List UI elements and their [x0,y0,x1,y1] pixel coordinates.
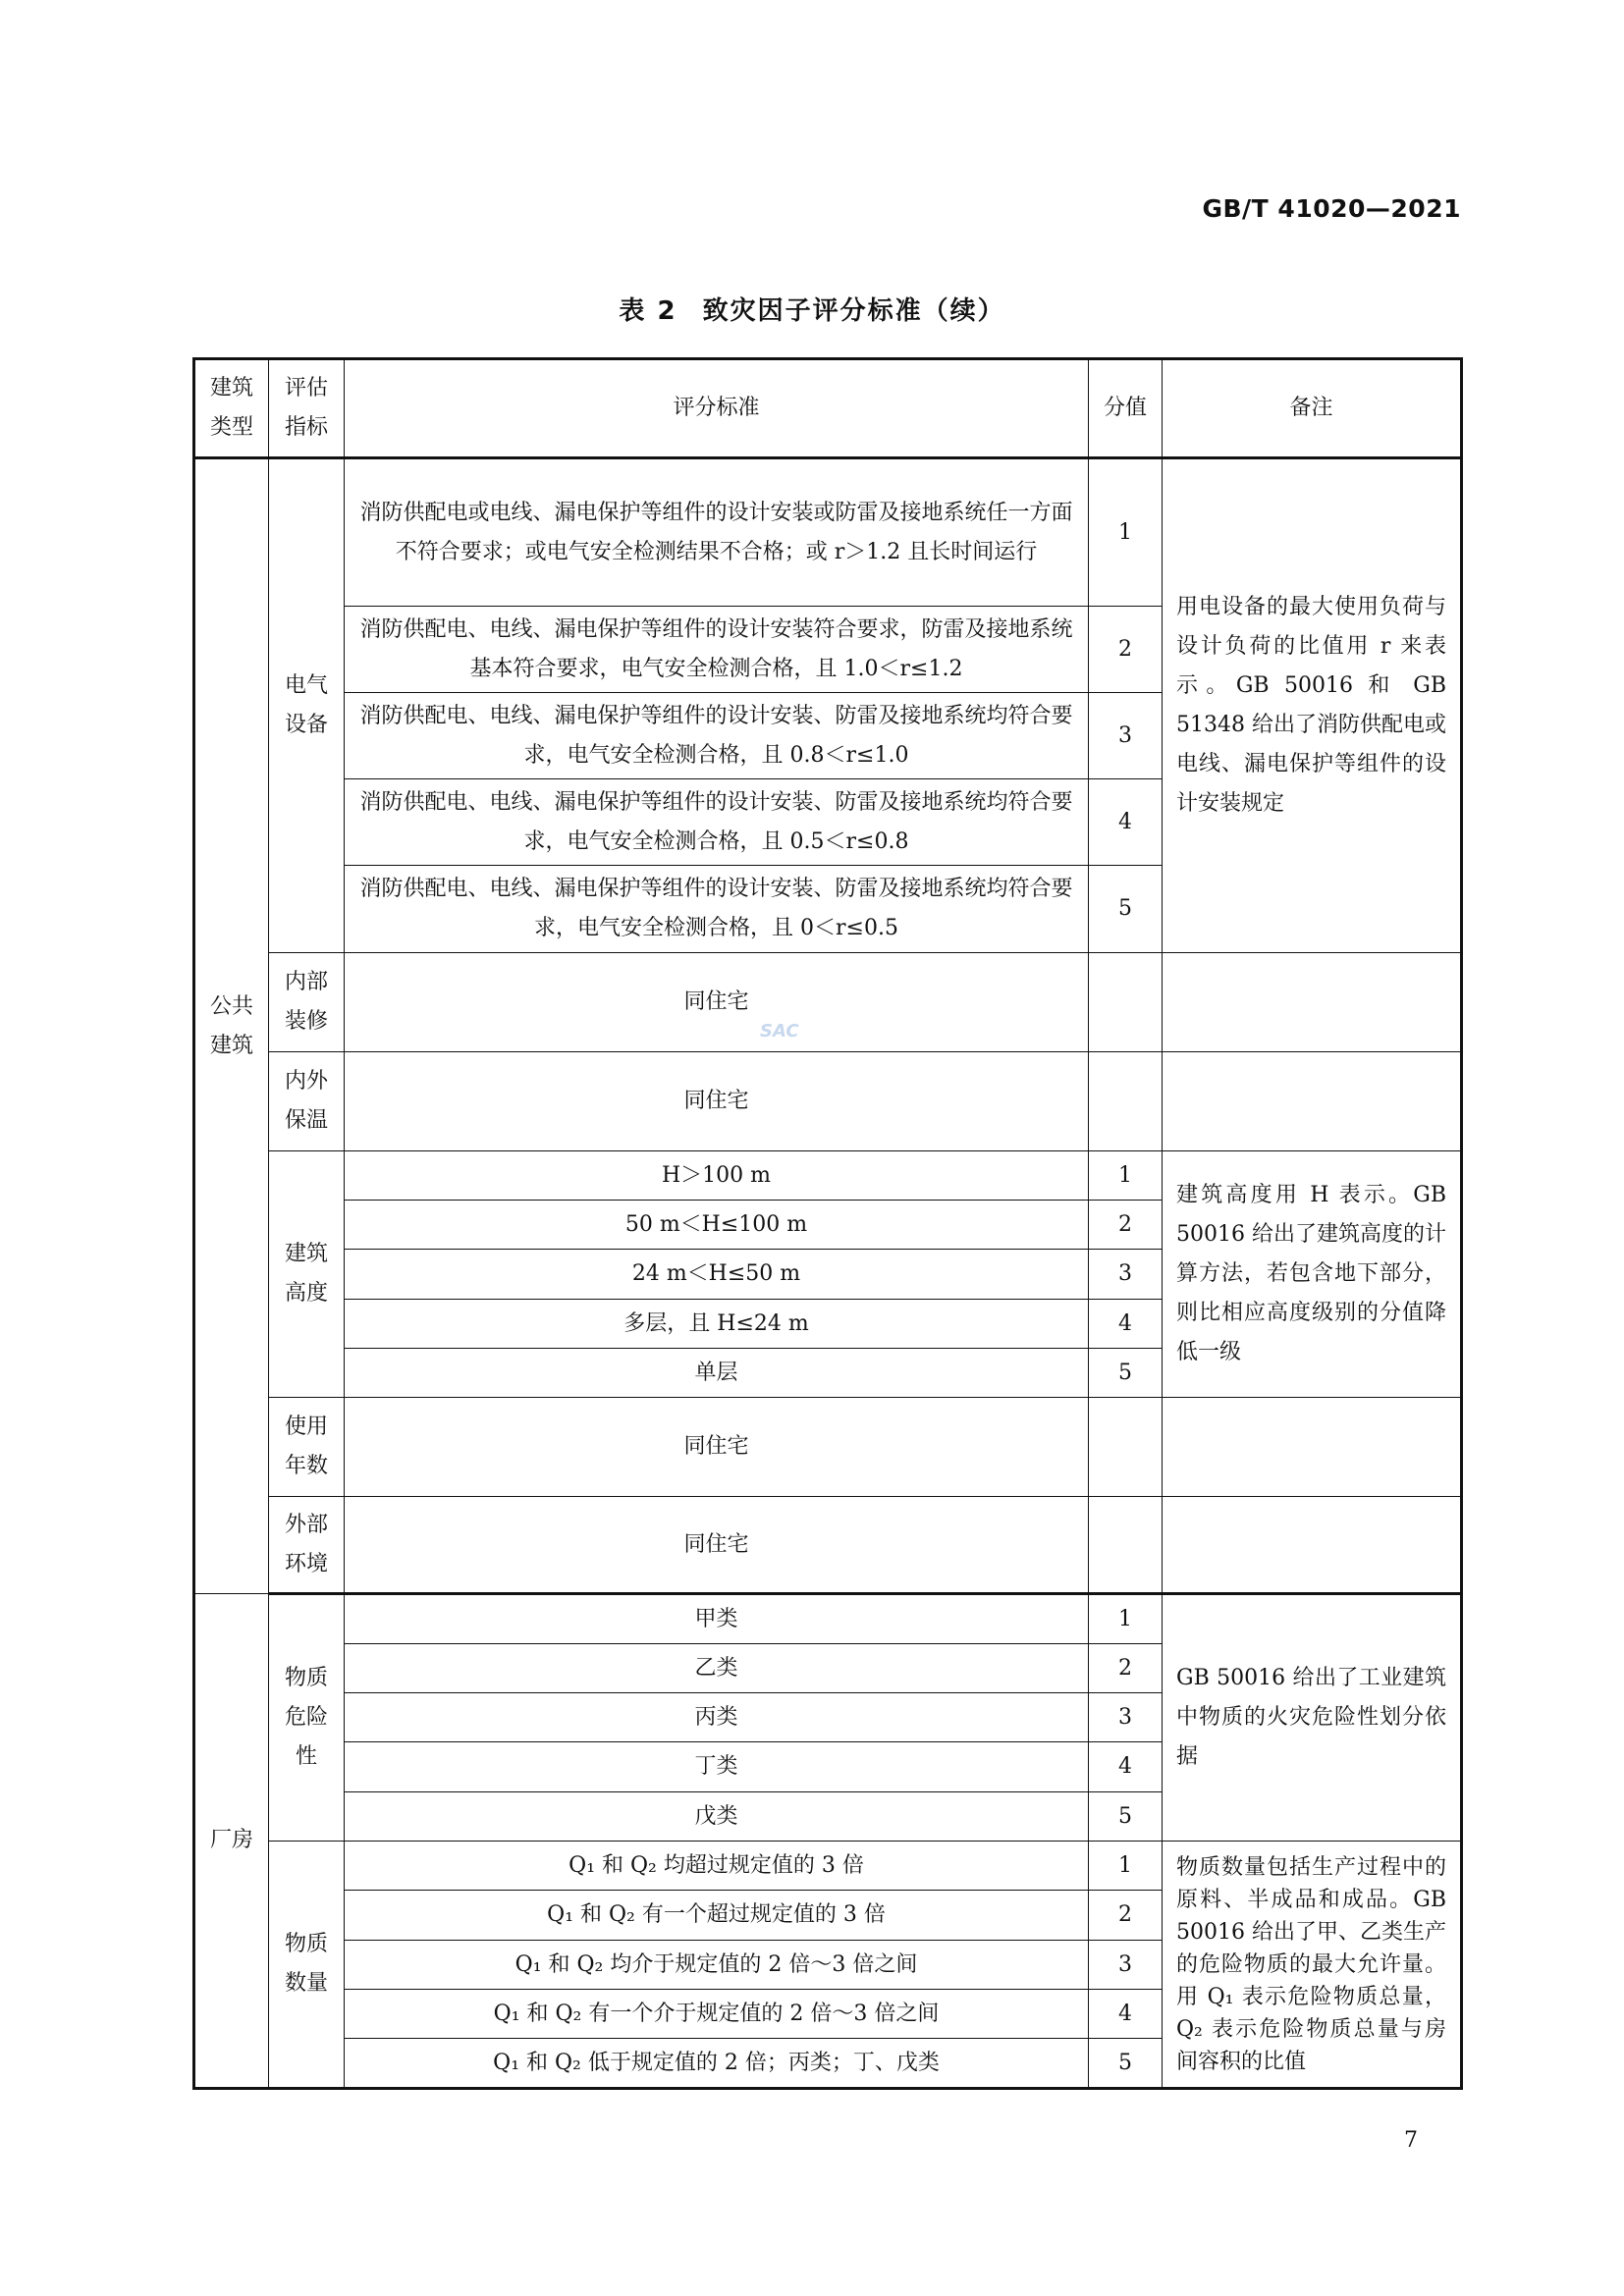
criteria-cell: 消防供配电、电线、漏电保护等组件的设计安装、防雷及接地系统均符合要求，电气安全检测合格，且 0＜r≤0.5 [345,866,1089,953]
score-cell: 5 [1089,866,1163,953]
score-cell [1089,1052,1163,1151]
hazard-factor-score-table [192,357,1463,2090]
criteria-cell: 甲类 [345,1594,1089,1644]
table-row [194,458,1462,607]
indicator-height: 建筑 高度 [269,1151,345,1398]
criteria-cell: Q₁ 和 Q₂ 有一个超过规定值的 3 倍 [345,1891,1089,1941]
col-header-indicator: 评估 指标 [269,359,345,458]
score-cell: 2 [1089,1644,1163,1693]
standard-code: GB/T 41020—2021 [1202,194,1461,223]
table-header-row [194,359,1462,458]
indicator-hazard: 物质 危险 性 [269,1594,345,1842]
score-cell: 3 [1089,1941,1163,1990]
col-header-building-type: 建筑 类型 [194,359,269,458]
table-title [0,291,1624,327]
page-number: 7 [1404,2128,1418,2153]
criteria-cell: 戊类 [345,1792,1089,1842]
note-cell [1163,1398,1462,1497]
score-cell: 2 [1089,1891,1163,1941]
table-row [194,1842,1462,1891]
table-row [194,1151,1462,1201]
indicator-quantity: 物质 数量 [269,1842,345,2089]
sac-watermark: SAC [760,1021,799,1041]
table-title-label: 表 2 [619,296,677,326]
col-header-score: 分值 [1089,359,1163,458]
score-cell: 4 [1089,1742,1163,1792]
score-cell: 2 [1089,607,1163,693]
indicator-interior: 内部 装修 [269,953,345,1052]
criteria-cell: 消防供配电、电线、漏电保护等组件的设计安装、防雷及接地系统均符合要求，电气安全检测合格，且 0.8＜r≤1.0 [345,693,1089,779]
table-row [194,1594,1462,1644]
criteria-cell: 同住宅 [345,953,1089,1052]
criteria-cell: 消防供配电、电线、漏电保护等组件的设计安装、防雷及接地系统均符合要求，电气安全检测合格，且 0.5＜r≤0.8 [345,779,1089,866]
score-cell: 4 [1089,1300,1163,1349]
score-cell: 5 [1089,2039,1163,2089]
score-cell: 1 [1089,1151,1163,1201]
building-type-factory: 厂房 [194,1594,269,2089]
criteria-cell: Q₁ 和 Q₂ 有一个介于规定值的 2 倍～3 倍之间 [345,1990,1089,2039]
criteria-cell: 同住宅 [345,1398,1089,1497]
note-cell [1163,953,1462,1052]
indicator-service-years: 使用 年数 [269,1398,345,1497]
score-cell [1089,1398,1163,1497]
criteria-cell: 多层，且 H≤24 m [345,1300,1089,1349]
score-cell: 3 [1089,693,1163,779]
criteria-cell: 50 m＜H≤100 m [345,1201,1089,1250]
indicator-environment: 外部 环境 [269,1497,345,1594]
score-cell: 2 [1089,1201,1163,1250]
note-cell [1163,1497,1462,1594]
col-header-criteria: 评分标准 [345,359,1089,458]
score-cell: 1 [1089,458,1163,607]
criteria-cell: 24 m＜H≤50 m [345,1250,1089,1300]
note-hazard: GB 50016 给出了工业建筑中物质的火灾危险性划分依据 [1163,1594,1462,1842]
table-row [194,1052,1462,1151]
score-cell: 5 [1089,1349,1163,1398]
criteria-cell: 同住宅 [345,1052,1089,1151]
table-row [194,1497,1462,1594]
note-height: 建筑高度用 H 表示。GB 50016 给出了建筑高度的计算方法，若包含地下部分，则比相应高度级别的分值降低一级 [1163,1151,1462,1398]
building-type-public: 公共 建筑 [194,458,269,1594]
score-cell [1089,1497,1163,1594]
criteria-cell: 乙类 [345,1644,1089,1693]
criteria-cell: Q₁ 和 Q₂ 低于规定值的 2 倍；丙类；丁、戊类 [345,2039,1089,2089]
score-cell [1089,953,1163,1052]
criteria-cell: 单层 [345,1349,1089,1398]
indicator-insulation: 内外 保温 [269,1052,345,1151]
criteria-cell: 同住宅 [345,1497,1089,1594]
criteria-cell: 消防供配电、电线、漏电保护等组件的设计安装符合要求，防雷及接地系统基本符合要求，电气安全检测合格，且 1.0＜r≤1.2 [345,607,1089,693]
note-electric: 用电设备的最大使用负荷与设计负荷的比值用 r 来表示。GB 50016 和 GB 51348 给出了消防供配电或电线、漏电保护等组件的设计安装规定 [1163,458,1462,953]
score-cell: 1 [1089,1842,1163,1891]
note-quantity: 物质数量包括生产过程中的原料、半成品和成品。GB 50016 给出了甲、乙类生产的危险物质的最大允许量。用 Q₁ 表示危险物质总量，Q₂ 表示危险物质总量与房间容积的比值 [1163,1842,1462,2089]
table-row [194,1398,1462,1497]
criteria-cell: H＞100 m [345,1151,1089,1201]
criteria-cell: 丁类 [345,1742,1089,1792]
score-cell: 3 [1089,1250,1163,1300]
score-cell: 4 [1089,1990,1163,2039]
score-cell: 4 [1089,779,1163,866]
score-cell: 5 [1089,1792,1163,1842]
table-title-text: 致灾因子评分标准（续） [702,296,1005,326]
criteria-cell: 消防供配电或电线、漏电保护等组件的设计安装或防雷及接地系统任一方面不符合要求；或电气安全检测结果不合格；或 r＞1.2 且长时间运行 [345,458,1089,607]
criteria-cell: 丙类 [345,1693,1089,1742]
note-cell [1163,1052,1462,1151]
indicator-electric: 电气 设备 [269,458,345,953]
score-cell: 3 [1089,1693,1163,1742]
table-row [194,953,1462,1052]
col-header-note: 备注 [1163,359,1462,458]
criteria-cell: Q₁ 和 Q₂ 均介于规定值的 2 倍～3 倍之间 [345,1941,1089,1990]
criteria-cell: Q₁ 和 Q₂ 均超过规定值的 3 倍 [345,1842,1089,1891]
score-cell: 1 [1089,1594,1163,1644]
